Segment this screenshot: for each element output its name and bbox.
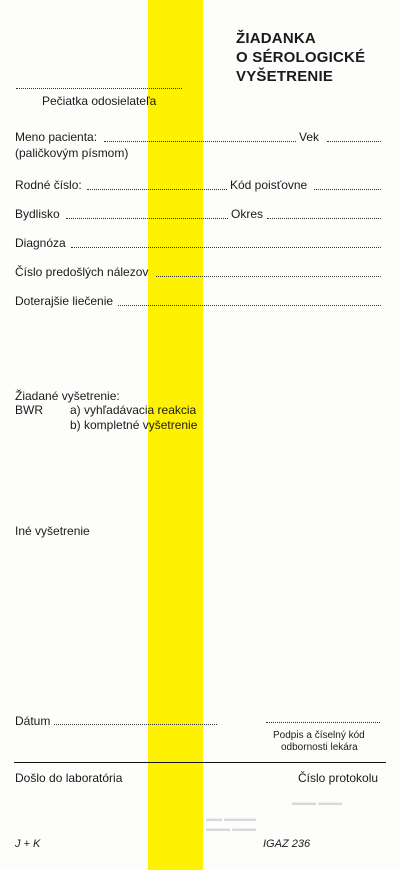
previous-findings-field[interactable] [156,276,381,277]
residence-label: Bydlisko [15,207,60,221]
date-label: Dátum [15,714,51,728]
previous-findings-label: Číslo predošlých nálezov [15,265,149,279]
signature-label-line2: odbornosti lekára [281,742,358,753]
birth-number-field[interactable] [87,189,227,190]
diagnosis-label: Diagnóza [15,236,66,250]
district-label: Okres [231,207,264,221]
diagnosis-field[interactable] [71,247,381,248]
title-line-3: VYŠETRENIE [236,68,334,85]
insurance-code-label: Kód poisťovne [230,178,308,192]
requested-exam-label: Žiadané vyšetrenie: [15,389,120,403]
patient-name-note: (paličkovým písmom) [15,146,129,160]
previous-treatment-label: Doterajšie liečenie [15,294,114,308]
date-field[interactable] [54,724,217,725]
form-title [236,29,365,86]
signature-label-line1: Podpis a číselný kód [273,730,365,741]
previous-treatment-field[interactable] [118,305,381,306]
stamp-field[interactable] [16,88,182,89]
patient-name-field[interactable] [104,141,296,142]
bwr-option-a[interactable]: a) vyhľadávacia reakcia [70,403,197,417]
insurance-code-field[interactable] [314,189,381,190]
footer-left: J + K [15,838,41,850]
signature-field[interactable] [266,722,380,723]
age-label: Vek [299,130,320,144]
bwr-label: BWR [15,403,43,417]
district-field[interactable] [267,218,381,219]
section-divider [14,762,386,763]
birth-number-label: Rodné číslo: [15,178,82,192]
other-exam-label: Iné vyšetrenie [15,524,90,538]
stamp-label: Pečiatka odosielateľa [42,94,157,108]
bwr-option-b[interactable]: b) kompletné vyšetrenie [70,418,198,432]
footer-right: IGAZ 236 [263,838,311,850]
reverse-side-show-through: ▬▬▬ ▬▬▬ [206,824,257,833]
reverse-side-show-through: ▬▬▬ ▬▬▬ [292,798,343,807]
reverse-side-show-through: ▬▬ ▬▬▬▬ [206,814,257,823]
age-field[interactable] [327,141,381,142]
protocol-label: Číslo protokolu [298,771,379,785]
title-line-2: O SÉROLOGICKÉ [236,49,366,66]
yellow-stripe [148,0,203,870]
patient-name-label: Meno pacienta: [15,130,98,144]
arrived-label: Došlo do laboratória [15,771,123,785]
residence-field[interactable] [66,218,228,219]
title-line-1: ŽIADANKA [236,30,316,47]
